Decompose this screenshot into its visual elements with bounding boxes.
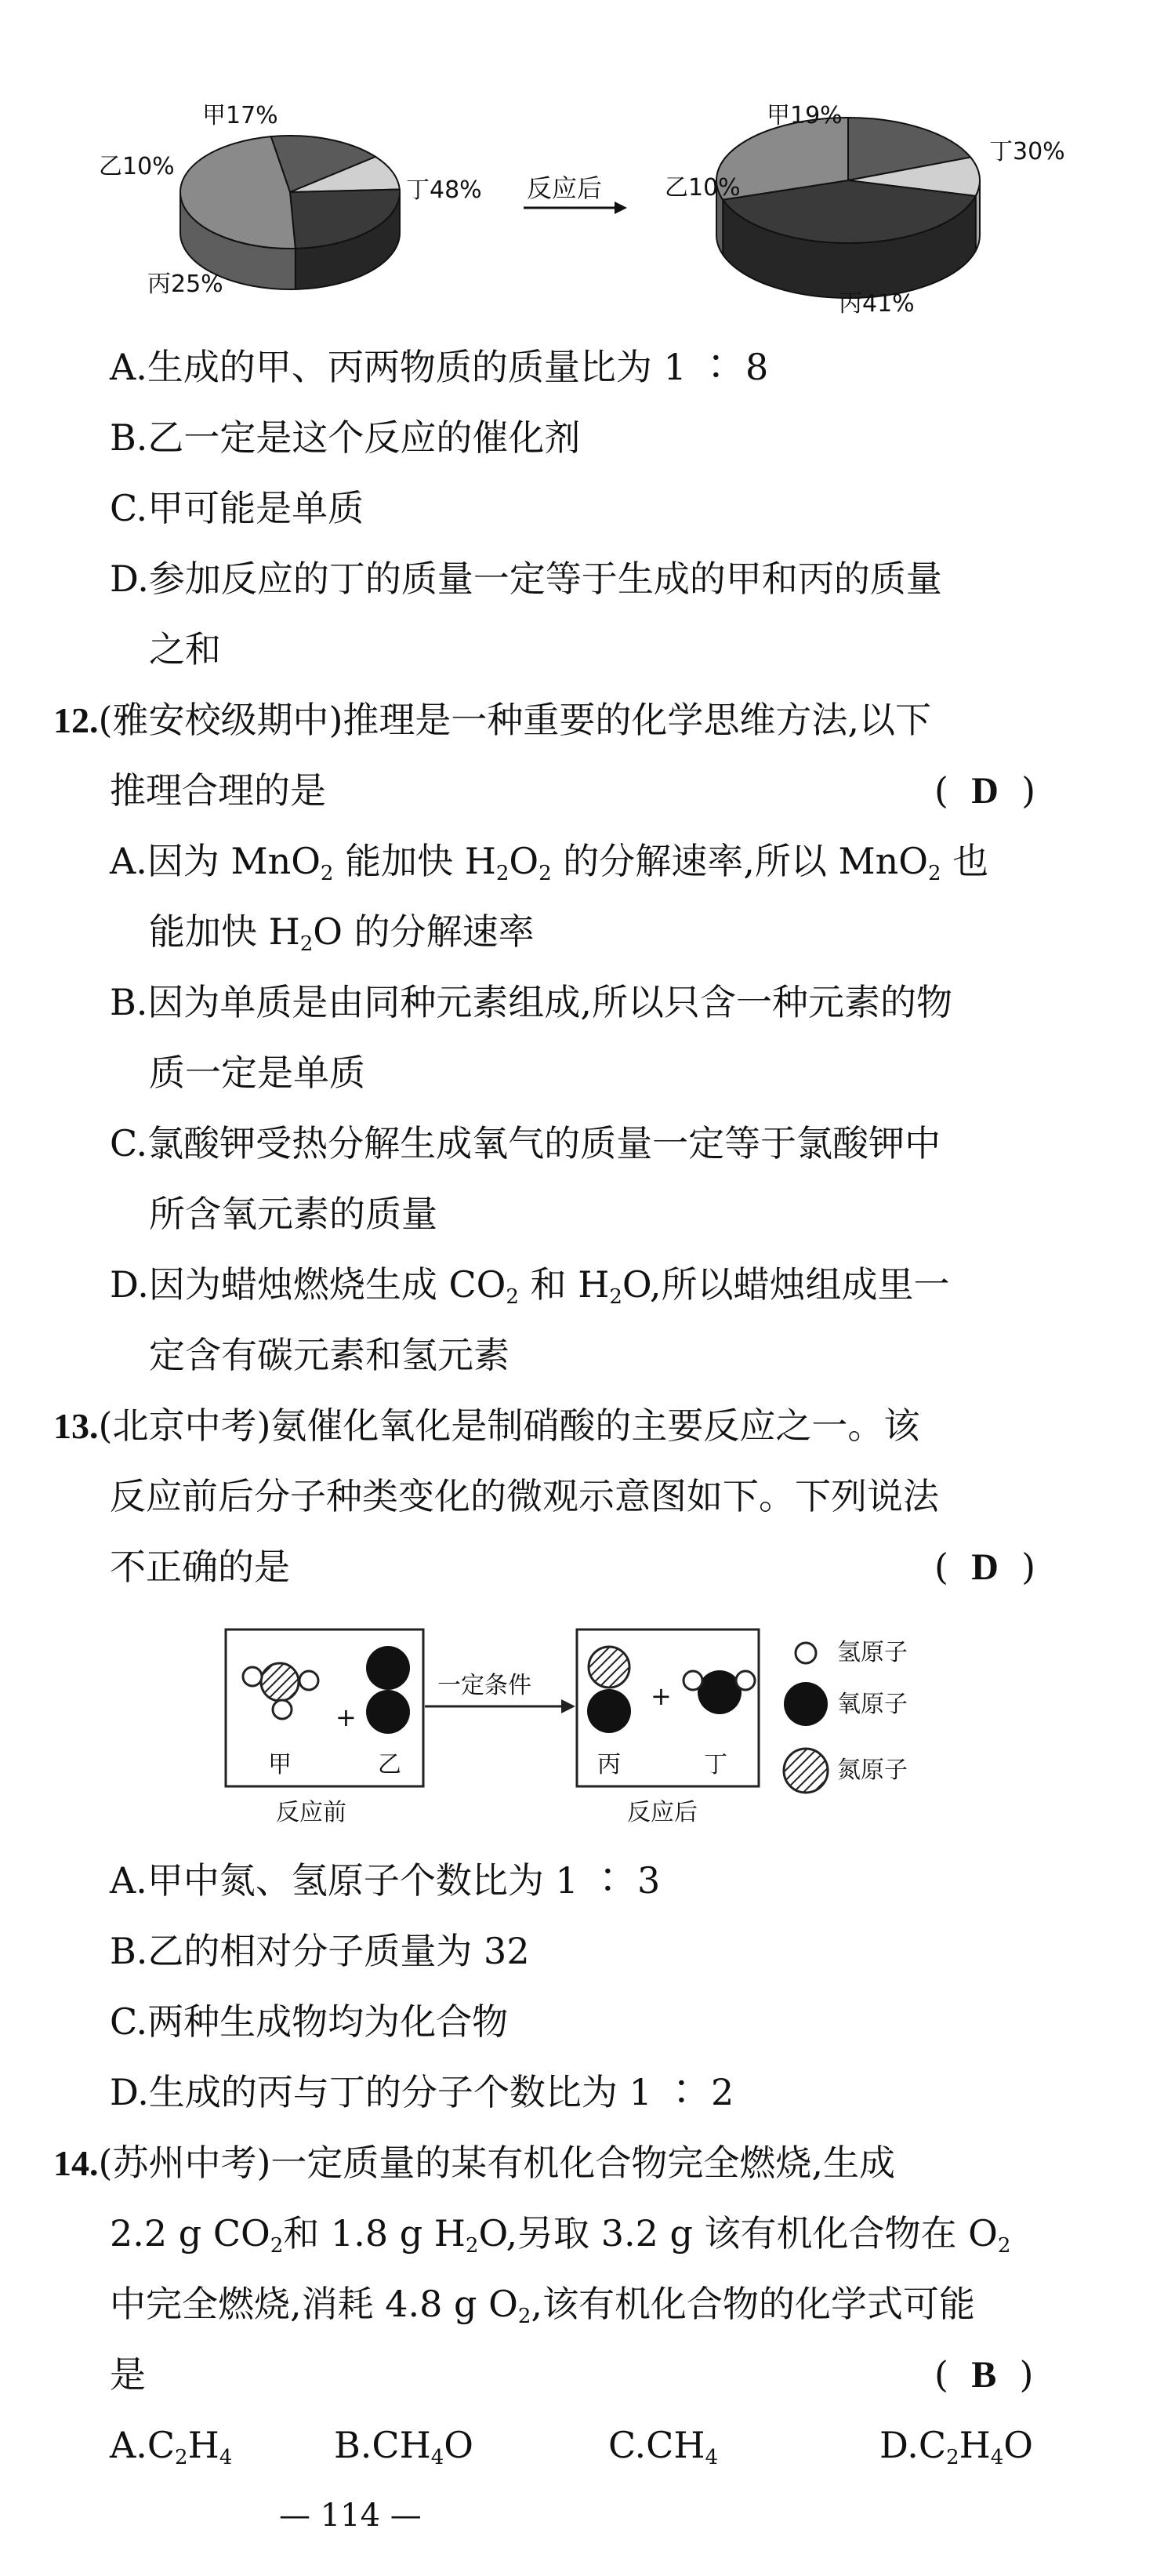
q14-answer-bracket: ( B ) — [934, 2353, 1034, 2396]
q13-stem-line3: 不正确的是 — [110, 1546, 290, 1588]
legend-hydrogen-label: 氢原子 — [837, 1639, 908, 1666]
hydrogen-atom — [273, 1700, 292, 1719]
q12-option-b-line2: 质一定是单质 — [149, 1052, 365, 1094]
q11-option-a: A.生成的甲、丙两物质的质量比为 1 ∶ 8 — [110, 346, 769, 388]
label-yi: 乙 — [378, 1751, 401, 1778]
pie2-label-bing: 丙41% — [839, 290, 915, 318]
q13-option-c: C.两种生成物均为化合物 — [110, 2000, 509, 2043]
hydrogen-atom — [243, 1667, 262, 1686]
oxygen-atom — [698, 1670, 742, 1714]
label-ding: 丁 — [704, 1751, 727, 1778]
after-label: 反应后 — [627, 1799, 698, 1826]
q11-option-d-line1: D.参加反应的丁的质量一定等于生成的甲和丙的质量 — [110, 558, 942, 600]
before-label: 反应前 — [276, 1799, 346, 1826]
pie1-label-yi: 乙10% — [99, 153, 175, 180]
legend-nitrogen-icon — [784, 1749, 828, 1793]
condition-label: 一定条件 — [437, 1672, 531, 1699]
pie-chart-1 — [180, 136, 400, 289]
q13-answer-bracket: ( D ) — [934, 1546, 1036, 1588]
pie1-label-bing: 丙25% — [147, 271, 223, 298]
legend-oxygen-label: 氧原子 — [837, 1691, 908, 1718]
q14-option-d: $D.C_2H_4O$ — [879, 2424, 1033, 2469]
q12-answer-bracket: ( D ) — [934, 769, 1036, 812]
q11-option-d-line2: 之和 — [149, 628, 221, 670]
q12-stem-line2: 推理合理的是 — [110, 769, 326, 812]
q12-answer: D — [971, 770, 999, 812]
reaction-arrow-head — [615, 202, 627, 214]
legend-hydrogen-icon — [796, 1643, 816, 1663]
hydrogen-atom — [736, 1671, 755, 1690]
q11-option-c: C.甲可能是单质 — [110, 487, 364, 529]
q12-stem-line1: 12.(雅安校级期中)推理是一种重要的化学思维方法,以下 — [53, 699, 932, 741]
nitrogen-atom — [589, 1647, 629, 1688]
oxygen-atom — [366, 1690, 410, 1734]
q14-number: 14. — [53, 2143, 99, 2183]
q11-option-b: B.乙一定是这个反应的催化剂 — [110, 416, 581, 459]
nitrogen-atom — [261, 1663, 299, 1701]
q14-option-c: $C.CH_4$ — [608, 2424, 719, 2469]
pie1-label-jia: 甲17% — [202, 102, 278, 129]
q12-option-a-line1: A.因为 MnO$_2$ 能加快 $H_2O_2$ 的分解速率,所以 MnO$_2$ 也 — [110, 840, 989, 885]
plus-sign-2: + — [651, 1681, 672, 1711]
hydrogen-atom — [299, 1671, 318, 1690]
pie2-label-jia: 甲19% — [767, 102, 843, 129]
pie2-label-ding: 丁30% — [989, 138, 1065, 165]
q13-option-a: A.甲中氮、氢原子个数比为 1 ∶ 3 — [110, 1859, 661, 1902]
q12-option-c-line2: 所含氧元素的质量 — [149, 1193, 437, 1235]
q13-option-d: D.生成的丙与丁的分子个数比为 1 ∶ 2 — [110, 2071, 734, 2113]
pie2-label-yi: 乙10% — [665, 174, 741, 202]
oxygen-atom — [587, 1689, 631, 1733]
q13-stem-line1: 13.(北京中考)氨催化氧化是制硝酸的主要反应之一。该 — [53, 1404, 920, 1447]
q14-option-b: $B.CH_4O$ — [334, 2424, 474, 2469]
q14-answer: B — [971, 2354, 997, 2396]
q12-number: 12. — [53, 700, 99, 740]
legend-oxygen-icon — [784, 1682, 828, 1726]
q12-option-d-line2: 定含有碳元素和氢元素 — [149, 1334, 509, 1376]
q12-option-c-line1: C.氯酸钾受热分解生成氧气的质量一定等于氯酸钾中 — [110, 1122, 941, 1164]
q14-stem-line3: 中完全燃烧,消耗 4.8 g $O_2$,该有机化合物的化学式可能 — [110, 2283, 975, 2328]
hydrogen-atom — [684, 1671, 702, 1690]
arrow-head — [561, 1699, 575, 1713]
q13-stem-line2: 反应前后分子种类变化的微观示意图如下。下列说法 — [110, 1475, 939, 1517]
q12-option-b-line1: B.因为单质是由同种元素组成,所以只含一种元素的物 — [110, 981, 953, 1023]
pie1-label-ding: 丁48% — [406, 176, 482, 204]
q14-stem-line4: 是 — [110, 2353, 146, 2396]
label-jia: 甲 — [268, 1751, 292, 1778]
plus-sign-1: + — [335, 1702, 357, 1732]
q14-option-a: $A.C_2H_4$ — [110, 2424, 233, 2469]
legend-nitrogen-label: 氮原子 — [837, 1757, 908, 1784]
oxygen-atom — [366, 1646, 410, 1690]
label-bing: 丙 — [597, 1751, 621, 1778]
q12-option-a-line2: 能加快 $H_2O$ 的分解速率 — [149, 910, 535, 956]
q13-number: 13. — [53, 1406, 99, 1446]
q13-option-b: B.乙的相对分子质量为 32 — [110, 1930, 530, 1972]
page-number: — 114 — — [279, 2498, 422, 2534]
pie-chart-2 — [716, 118, 980, 298]
reaction-arrow-label: 反应后 — [527, 173, 603, 203]
q14-stem-line2: 2.2 g $CO_2$和 1.8 g $H_2O$,另取 3.2 g 该有机化合物在 $O_2$ — [110, 2212, 1011, 2258]
q13-answer: D — [971, 1546, 999, 1588]
q12-option-d-line1: D.因为蜡烛燃烧生成 $CO_2$ 和 $H_2O$,所以蜡烛组成里一 — [110, 1263, 950, 1309]
q14-stem-line1: 14.(苏州中考)一定质量的某有机化合物完全燃烧,生成 — [53, 2142, 896, 2184]
